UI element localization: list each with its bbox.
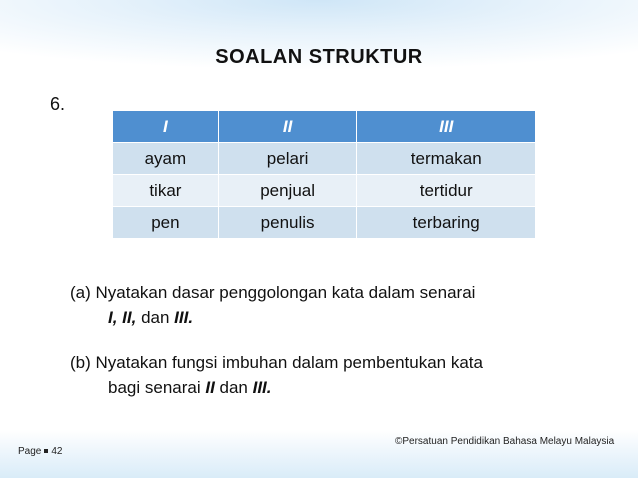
column-header-1: I <box>113 111 219 143</box>
part-b-prefix: bagi senarai <box>108 378 206 397</box>
table-row <box>113 175 536 207</box>
page-indicator <box>18 446 62 457</box>
table-row <box>113 143 536 175</box>
table-cell: pen <box>113 207 219 239</box>
part-a-connector: dan <box>136 308 175 327</box>
word-list-table <box>112 110 536 239</box>
column-header-2: II <box>218 111 357 143</box>
question-part-a <box>70 280 475 330</box>
table-cell: penulis <box>218 207 357 239</box>
part-b-line-1: (b) Nyatakan fungsi imbuhan dalam pembentukan kata <box>70 353 483 372</box>
page-label: Page <box>18 446 42 457</box>
question-part-b <box>70 350 483 400</box>
table-cell: pelari <box>218 143 357 175</box>
table-cell: ayam <box>113 143 219 175</box>
table-cell: tikar <box>113 175 219 207</box>
column-header-3: III <box>357 111 536 143</box>
table-cell: terbaring <box>357 207 536 239</box>
bullet-square-icon <box>44 449 48 453</box>
part-b-bold-1: II <box>205 378 215 397</box>
page-number: 42 <box>51 446 63 457</box>
part-b-connector: dan <box>214 378 253 397</box>
part-b-bold-2: III. <box>252 378 272 397</box>
copyright-notice: ©Persatuan Pendidikan Bahasa Melayu Malaysia <box>395 436 615 447</box>
table-row <box>113 207 536 239</box>
part-a-bold-1: I, II, <box>108 308 137 327</box>
table-header-row <box>113 111 536 143</box>
table-cell: penjual <box>218 175 357 207</box>
question-number: 6. <box>50 94 66 114</box>
part-a-line-2 <box>70 305 475 330</box>
part-b-line-2 <box>70 375 483 400</box>
slide-title: SOALAN STRUKTUR <box>215 46 423 68</box>
table-cell: termakan <box>357 143 536 175</box>
table-cell: tertidur <box>357 175 536 207</box>
part-a-line-1: (a) Nyatakan dasar penggolongan kata dalam senarai <box>70 283 476 302</box>
part-a-bold-2: III. <box>174 308 194 327</box>
